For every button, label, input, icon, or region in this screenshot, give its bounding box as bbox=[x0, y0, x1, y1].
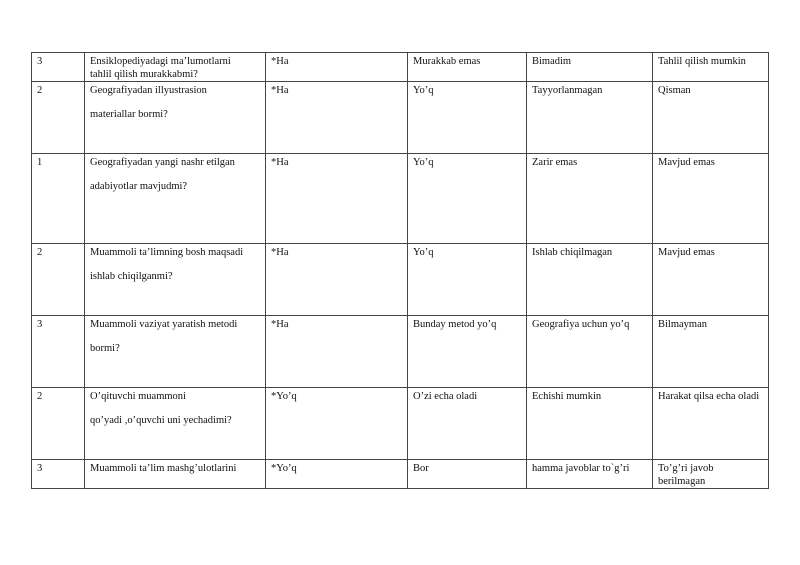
answer-option-cell: Geografiya uchun yo’q bbox=[527, 316, 653, 388]
questionnaire-table bbox=[31, 52, 769, 489]
question-cell bbox=[85, 82, 266, 154]
answer-option-cell: Yo’q bbox=[408, 244, 527, 316]
row-number-cell: 2 bbox=[32, 388, 85, 460]
answer-option-cell: Mavjud emas bbox=[653, 154, 769, 244]
question-cell bbox=[85, 244, 266, 316]
answer-option-cell: Harakat qilsa echa oladi bbox=[653, 388, 769, 460]
question-text: qo’yadi ,o’quvchi uni yechadimi? bbox=[90, 415, 232, 426]
question-cell bbox=[85, 154, 266, 244]
question-cell bbox=[85, 388, 266, 460]
answer-option-cell: Zarir emas bbox=[527, 154, 653, 244]
question-text: ishlab chiqilganmi? bbox=[90, 271, 173, 282]
answer-option-cell: Tahlil qilish mumkin bbox=[653, 53, 769, 82]
answer-option-cell: Yo’q bbox=[408, 82, 527, 154]
question-cell bbox=[85, 460, 266, 489]
table-row bbox=[32, 244, 769, 316]
question-text: Muammoli vaziyat yaratish metodi bbox=[90, 319, 238, 330]
row-number-cell: 3 bbox=[32, 460, 85, 489]
row-number-cell: 2 bbox=[32, 82, 85, 154]
row-number-cell: 3 bbox=[32, 53, 85, 82]
answer-option-cell: Ishlab chiqilmagan bbox=[527, 244, 653, 316]
question-text: Geografiyadan yangi nashr etilgan bbox=[90, 157, 235, 168]
question-text: bormi? bbox=[90, 343, 120, 354]
answer-option-cell: Murakkab emas bbox=[408, 53, 527, 82]
answer-option-cell: To’g’ri javob berilmagan bbox=[653, 460, 769, 489]
answer-option-cell: Bunday metod yo’q bbox=[408, 316, 527, 388]
answer-option-cell: *Ha bbox=[266, 244, 408, 316]
question-cell bbox=[85, 53, 266, 82]
table-row bbox=[32, 388, 769, 460]
table-row bbox=[32, 53, 769, 82]
answer-option-cell: O’zi echa oladi bbox=[408, 388, 527, 460]
answer-option-cell: Tayyorlanmagan bbox=[527, 82, 653, 154]
answer-option-cell: hamma javoblar to`g’ri bbox=[527, 460, 653, 489]
answer-option-cell: Mavjud emas bbox=[653, 244, 769, 316]
answer-option-cell: *Ha bbox=[266, 154, 408, 244]
answer-option-cell: Yo’q bbox=[408, 154, 527, 244]
row-number-cell: 2 bbox=[32, 244, 85, 316]
question-text: Ensiklopediyadagi ma’lumotlarni bbox=[90, 56, 231, 67]
answer-option-cell: *Ha bbox=[266, 316, 408, 388]
answer-option-cell: *Yo’q bbox=[266, 388, 408, 460]
question-text: Muammoli ta’lim mashg’ulotlarini bbox=[90, 463, 237, 474]
question-text: O’qituvchi muammoni bbox=[90, 391, 186, 402]
answer-option-cell: Bilmayman bbox=[653, 316, 769, 388]
row-number-cell: 1 bbox=[32, 154, 85, 244]
question-text: materiallar bormi? bbox=[90, 109, 168, 120]
question-text: tahlil qilish murakkabmi? bbox=[90, 69, 198, 80]
question-text: adabiyotlar mavjudmi? bbox=[90, 181, 188, 192]
answer-option-cell: Bimadim bbox=[527, 53, 653, 82]
answer-option-cell: *Ha bbox=[266, 82, 408, 154]
answer-option-cell: Bor bbox=[408, 460, 527, 489]
answer-option-cell: Qisman bbox=[653, 82, 769, 154]
table-row bbox=[32, 460, 769, 489]
table-row bbox=[32, 316, 769, 388]
question-text: Geografiyadan illyustrasion bbox=[90, 85, 207, 96]
table-row bbox=[32, 82, 769, 154]
question-cell bbox=[85, 316, 266, 388]
answer-option-cell: *Yo’q bbox=[266, 460, 408, 489]
question-text: Muammoli ta’limning bosh maqsadi bbox=[90, 247, 244, 258]
table-row bbox=[32, 154, 769, 244]
answer-option-cell: *Ha bbox=[266, 53, 408, 82]
answer-option-cell: Echishi mumkin bbox=[527, 388, 653, 460]
row-number-cell: 3 bbox=[32, 316, 85, 388]
